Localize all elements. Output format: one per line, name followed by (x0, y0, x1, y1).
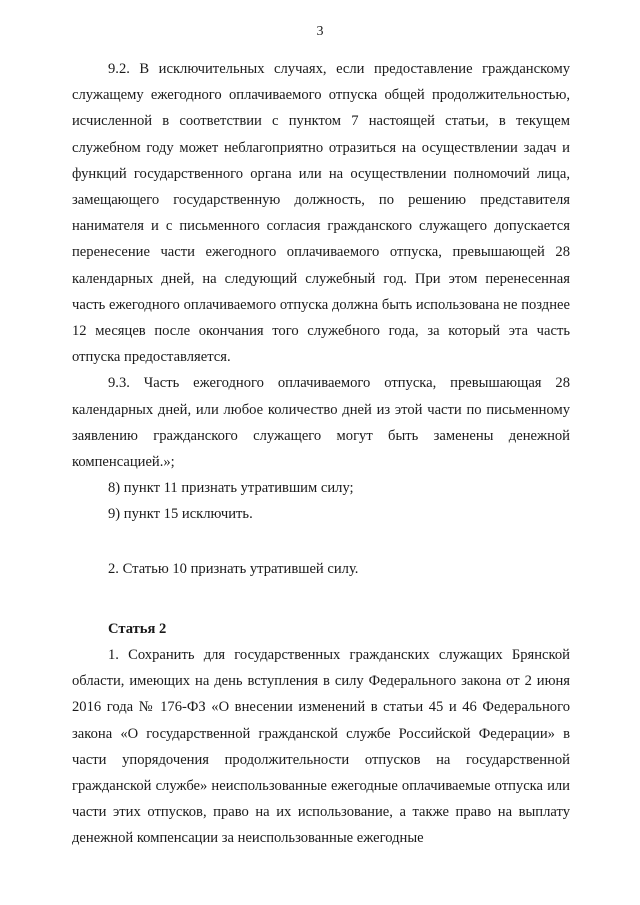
paragraph-9-2: 9.2. В исключительных случаях, если предоставление гражданскому служащему ежегодного оплачиваемого отпуска общей продолжительностью, исчисленной в соответствии с пунктом 7 настоящей статьи, в текущем служебном году может неблагоприятно отразиться на осуществлении задач и функций государственного органа или на осуществлении полномочий лица, замещающего государственную должность, по решению представителя нанимателя и с письменного согласия гражданского служащего допускается перенесение части ежегодного оплачиваемого отпуска, превышающей 28 календарных дней, на следующий служебный год. При этом перенесенная часть ежегодного оплачиваемого отпуска должна быть использована не позднее 12 месяцев после окончания того служебного года, за который эта часть отпуска предоставляется. (72, 61, 570, 366)
paragraph-9-3: 9.3. Часть ежегодного оплачиваемого отпуска, превышающая 28 календарных дней, или любое количество дней из этой части по письменному заявлению гражданского служащего могут быть заменены денежной компенсацией.»; (72, 375, 570, 471)
page-number: 3 (316, 24, 324, 39)
article-2-item-1: 1. Сохранить для государственных гражданских служащих Брянской области, имеющих на день вступления в силу Федерального закона от 2 июня 2016 года № 176-ФЗ «О внесении изменений в статьи 45 и 46 Федерального закона «О государственной гражданской службе Российской Федерации» в части упорядочения продолжительности отпусков на государственной гражданской службе» неиспользованные ежегодные оплачиваемые отпуска или части этих отпусков, право на их использование, а также право на выплату денежной компенсации за неиспользованные ежегодные (72, 647, 570, 847)
paragraph-article-1-item-2: 2. Статью 10 признать утратившей силу. (108, 560, 359, 577)
article-2-heading: Статья 2 (108, 620, 167, 637)
spacer (72, 582, 570, 616)
paragraph-item-8: 8) пункт 11 признать утратившим силу; (108, 480, 354, 497)
spacer (72, 528, 570, 556)
document-body (72, 56, 570, 852)
paragraph-item-9: 9) пункт 15 исключить. (108, 506, 253, 523)
